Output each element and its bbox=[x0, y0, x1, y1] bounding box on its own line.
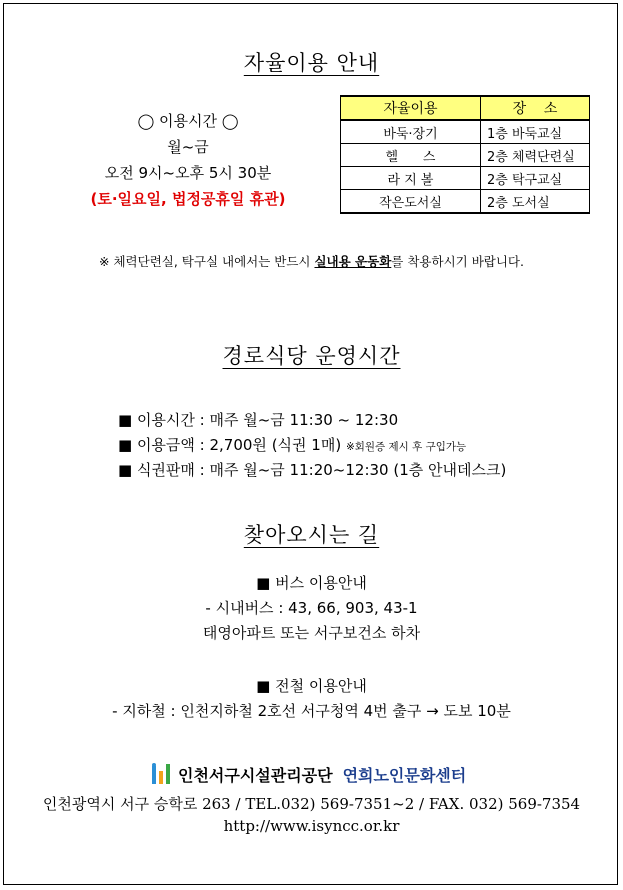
section-title-self-use: 자율이용 안내 bbox=[243, 51, 380, 75]
table-cell-facility: 헬 스 bbox=[341, 144, 481, 167]
hours-heading: ◯ 이용시간 ◯ bbox=[137, 112, 239, 130]
subway-route: - 지하철 : 인천지하철 2호선 서구청역 4번 출구 → 도보 10분 bbox=[112, 702, 511, 720]
bus-heading: ■ 버스 이용안내 bbox=[256, 574, 367, 592]
table-cell-location: 1층 바둑교실 bbox=[481, 120, 590, 144]
table-cell-facility: 작은도서실 bbox=[341, 190, 481, 214]
website-link[interactable]: http://www.isyncc.or.kr bbox=[223, 817, 400, 835]
table-cell-facility: 바둑·장기 bbox=[341, 120, 481, 144]
cafeteria-item-hours: ■ 이용시간 : 매주 월~금 11:30 ~ 12:30 bbox=[118, 411, 399, 429]
table-header-cell: 자율이용 bbox=[341, 96, 481, 120]
logo-row bbox=[150, 760, 466, 788]
org-logo-icon bbox=[150, 762, 172, 786]
org-name: 인천서구시설관리공단 bbox=[178, 765, 333, 785]
bus-stop: 태영아파트 또는 서구보건소 하차 bbox=[202, 624, 421, 642]
hours-block bbox=[38, 108, 338, 212]
table-cell-location: 2층 도서실 bbox=[481, 190, 590, 214]
hours-closed: (토·일요일, 법정공휴일 휴관) bbox=[90, 190, 286, 208]
section-title-cafeteria: 경로식당 운영시간 bbox=[222, 344, 401, 368]
facility-table bbox=[340, 95, 590, 214]
cafeteria-item-tickets: ■ 식권판매 : 매주 월~금 11:20~12:30 (1층 안내데스크) bbox=[118, 461, 507, 479]
table-row bbox=[341, 120, 590, 144]
hours-days: 월~금 bbox=[167, 138, 209, 156]
table-row bbox=[341, 144, 590, 167]
center-name: 연희노인문화센터 bbox=[342, 765, 467, 785]
hours-time: 오전 9시~오후 5시 30분 bbox=[104, 164, 272, 182]
subway-heading: ■ 전철 이용안내 bbox=[256, 677, 367, 695]
table-row bbox=[341, 190, 590, 214]
table-header-row bbox=[341, 96, 590, 120]
address-line: 인천광역시 서구 승학로 263 / TEL.032) 569-7351~2 / FAX. 032) 569-7354 bbox=[42, 795, 581, 813]
table-header-cell: 장 소 bbox=[481, 96, 590, 120]
price-note: ※회원증 제시 후 구입가능 bbox=[345, 441, 467, 453]
notice-text: 를 착용하시기 바랍니다. bbox=[391, 254, 524, 269]
section-title-directions: 찾아오시는 길 bbox=[243, 523, 380, 547]
shoes-notice bbox=[0, 252, 623, 270]
table-cell-location: 2층 탁구교실 bbox=[481, 167, 590, 190]
cafeteria-item-price: ■ 이용금액 : 2,700원 (식권 1매) ※회원증 제시 후 구입가능 bbox=[118, 436, 467, 454]
table-cell-location: 2층 체력단련실 bbox=[481, 144, 590, 167]
table-cell-facility: 라 지 볼 bbox=[341, 167, 481, 190]
bus-routes: - 시내버스 : 43, 66, 903, 43-1 bbox=[205, 599, 418, 617]
notice-text: ※ 체력단련실, 탁구실 내에서는 반드시 bbox=[99, 254, 315, 269]
notice-emphasis: 실내용 운동화 bbox=[314, 254, 392, 269]
table-row bbox=[341, 167, 590, 190]
